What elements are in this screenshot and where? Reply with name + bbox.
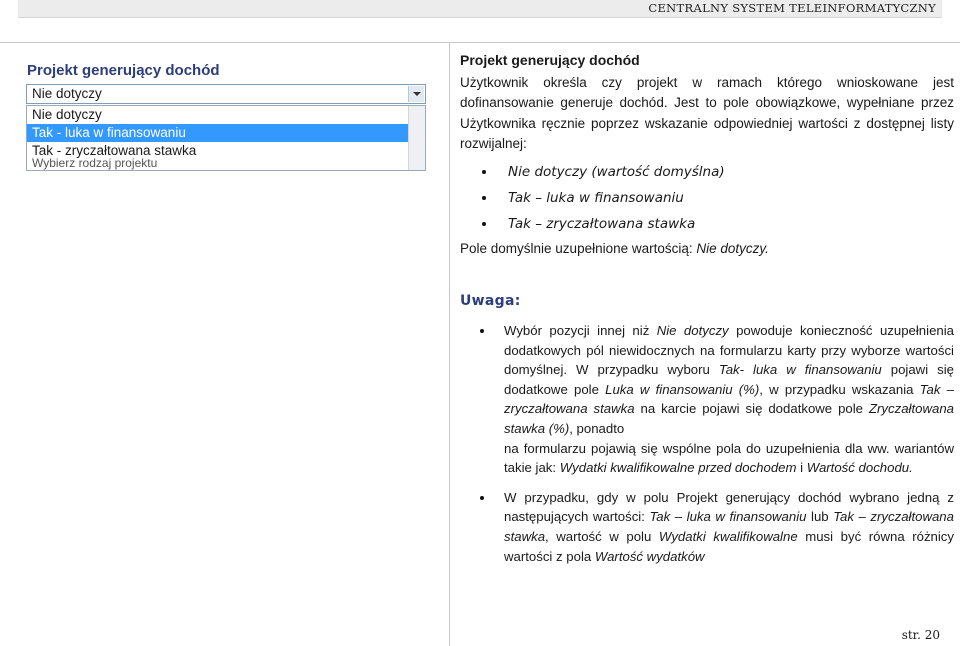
note-text: [504, 488, 954, 566]
listbox-scrollbar[interactable]: [408, 106, 425, 170]
divider-vertical: [449, 42, 450, 646]
text-run-italic: Zryczałtowana stawka (%): [504, 401, 954, 436]
text-run: musi być równa różnicy wartości z pola: [504, 528, 954, 564]
option-tak-zryczaltowana[interactable]: Tak - zryczałtowana stawka: [32, 143, 197, 158]
text-run-italic: Luka w finansowaniu (%): [605, 381, 760, 397]
note-item-2: [460, 488, 954, 566]
text-run: na formularzu pojawią się wspólne pola do uzupełnienia dla ww. wariantów takie jak:: [504, 440, 954, 476]
text-run: W przypadku, gdy w polu Projekt generujący dochód wybrano jedną z następujących wartości:: [504, 489, 954, 525]
text-run: , ponadto: [569, 420, 625, 436]
page-number: str. 20: [901, 628, 940, 642]
text-run-italic: Tak- luka w finansowaniu: [718, 362, 882, 378]
list-item: Tak – zryczałtowana stawka: [460, 211, 954, 237]
text-run: Wybór pozycji innej niż: [504, 323, 657, 338]
text-run-italic: Wartość dochodu.: [806, 460, 913, 476]
text-run: i: [796, 460, 807, 476]
option-peek: Wybierz rodzaj projektu: [32, 156, 158, 170]
text-run: , w przypadku wskazania: [759, 381, 920, 397]
dropdown-listbox[interactable]: [26, 105, 426, 171]
text-run-italic: Tak – luka w finansowaniu: [649, 509, 807, 525]
text-run-italic: Nie dotyczy: [656, 323, 729, 338]
note-list: [460, 321, 954, 566]
text-run-italic: Wartość wydatków: [594, 548, 705, 564]
text-run-italic: Wydatki kwalifikowalne przed dochodem: [559, 460, 797, 476]
option-tak-luka[interactable]: Tak - luka w finansowaniu: [27, 124, 425, 142]
dropdown-widget: [24, 60, 428, 170]
text-run-italic: Tak – zryczałtowana stawka: [504, 509, 954, 544]
select-value: Nie dotyczy: [32, 86, 102, 101]
default-prefix: Pole domyślnie uzupełnione wartością:: [460, 240, 697, 256]
options-list: [460, 159, 954, 237]
header-bar: [18, 0, 942, 18]
text-run: pojawi się dodatkowe pole: [504, 362, 954, 397]
option-nie-dotyczy[interactable]: Nie dotyczy: [32, 107, 102, 122]
section-intro: Użytkownik określa czy projekt w ramach którego wnioskowane jest dofinansowanie generuje dochód. Jest to pole obowiązkowe, wypełniane przez Użytkownika ręcznie poprzez wskazanie odpowiedniej wartości z dostępnej listy rozwijalnej:: [460, 74, 954, 151]
section-title: Projekt generujący dochód: [460, 52, 640, 68]
text-run-italic: Wydatki kwalifikowalne: [658, 528, 798, 544]
text-run-italic: Tak – zryczałtowana stawka: [504, 381, 954, 417]
text-run: , wartość w polu: [545, 528, 659, 544]
note-text: [504, 321, 954, 439]
content-column: [460, 46, 954, 576]
text-run: lub: [806, 509, 834, 525]
text-run: powoduje konieczność uzupełnienia dodatkowych pól niewidocznych na formularzu karty przy wyborze wartości domyślnej. W przypadku wyboru: [504, 323, 954, 378]
note-text: [504, 439, 954, 478]
list-item: Nie dotyczy (wartość domyślna): [460, 159, 954, 185]
field-label: Projekt generujący dochód: [27, 62, 220, 79]
note-item-1: [460, 321, 954, 478]
header-title: CENTRALNY SYSTEM TELEINFORMATYCZNY: [648, 1, 936, 15]
select-projekt-generujacy-dochod[interactable]: [26, 84, 426, 104]
text-run: na karcie pojawi się dodatkowe pole: [634, 401, 869, 417]
divider-horizontal: [0, 42, 960, 43]
list-item: Tak – luka w finansowaniu: [460, 185, 954, 211]
chevron-down-icon[interactable]: [408, 86, 424, 102]
default-value: Nie dotyczy.: [696, 240, 769, 256]
note-heading: Uwaga:: [460, 293, 521, 309]
default-value-line: [460, 239, 954, 260]
